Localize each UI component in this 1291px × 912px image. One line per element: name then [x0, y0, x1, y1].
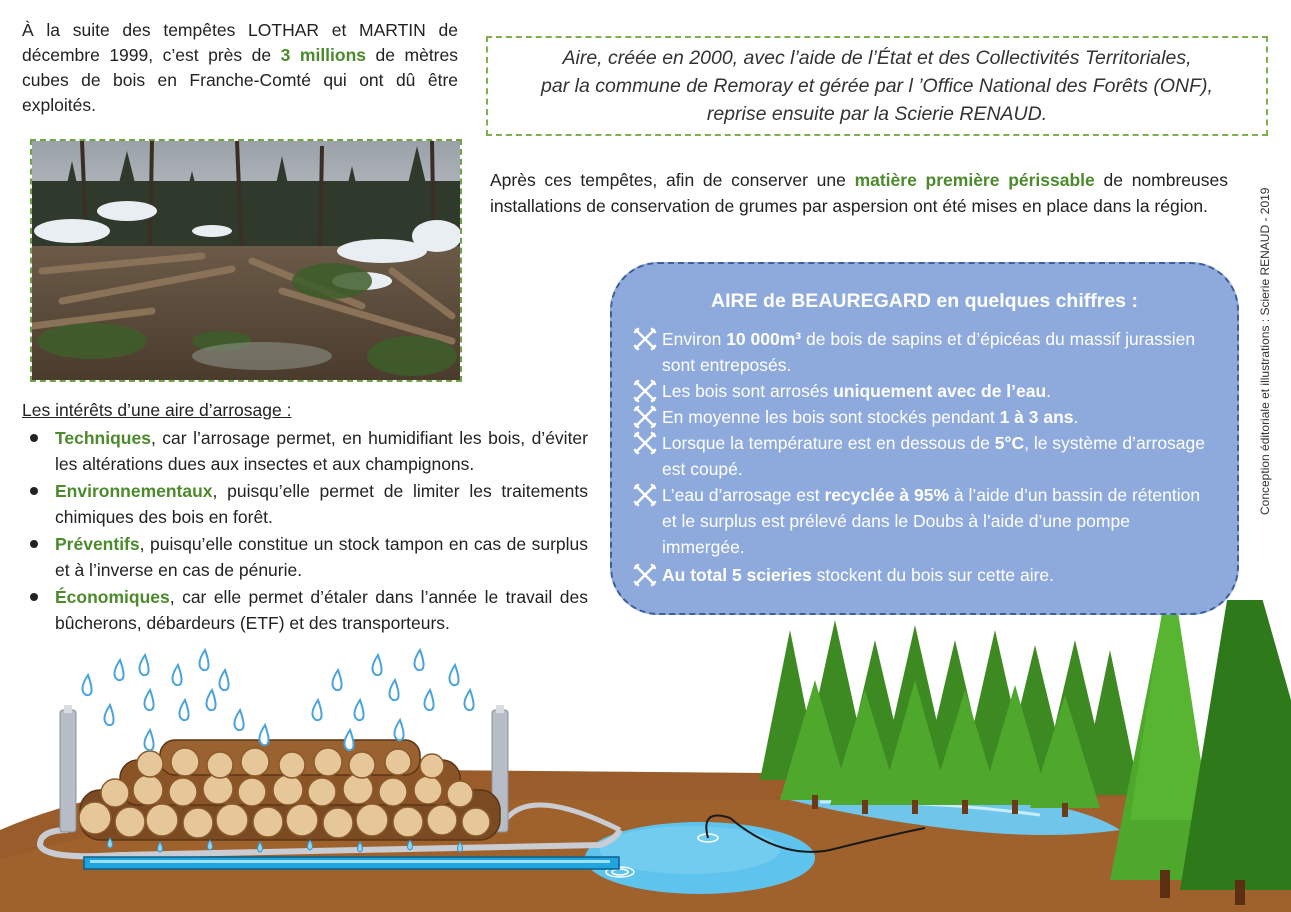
fact-water [632, 378, 1212, 404]
fact-sawmills-c: stockent du bois sur cette aire. [811, 565, 1055, 585]
interest-preventive [22, 531, 588, 583]
fact-temperature [632, 430, 1212, 482]
fact-temperature-b: 5°C [994, 433, 1025, 453]
interest-preventive-text: , puisqu’elle constitue un stock tampon en cas de surplus et à l’inverse en cas de pénurie. [55, 534, 588, 580]
intro-paragraph [22, 18, 458, 118]
callout-line-2: par la commune de Remoray et gérée par l ’Office National des Forêts (ONF), [541, 75, 1213, 97]
interest-economic-text: , car elle permet d’étaler dans l’année le travail des bûcherons, débardeurs (ETF) et des transporteurs. [55, 587, 588, 633]
interest-economic [22, 584, 588, 636]
interest-technical [22, 425, 588, 477]
interest-technical-text: , car l’arrosage permet, en humidifiant les bois, d’éviter les altérations dues aux insectes et aux champignons. [55, 428, 588, 474]
fact-recycling-a: L’eau d’arrosage est [662, 485, 825, 505]
storm-damage-photo [30, 139, 462, 382]
key-figures-box [610, 262, 1239, 615]
creation-callout [486, 36, 1268, 136]
snowflake-icon [632, 378, 662, 404]
fact-duration-b: 1 à 3 ans [999, 407, 1074, 427]
fact-recycling-c: à l’aide d’un bassin de rétention et le surplus est prélevé dans le Doubs à l’aide d’une pompe immergée. [662, 485, 1201, 557]
watering-area-illustration [0, 600, 1291, 912]
fact-volume-c: de bois de sapins et d’épicéas du massif jurassien sont entreposés. [662, 329, 1196, 375]
snowflake-icon [632, 404, 662, 430]
apres-text-b: de nombreuses installations de conservation de grumes par aspersion ont été mises en place dans la région. [490, 170, 1228, 216]
snowflake-icon [632, 326, 662, 352]
fact-sawmills [632, 562, 1212, 588]
fact-water-a: Les bois sont arrosés [662, 381, 834, 401]
fact-temperature-a: Lorsque la température est en dessous de [662, 433, 995, 453]
bullet-icon [30, 593, 38, 601]
fact-sawmills-b: Au total 5 scieries [662, 565, 812, 585]
callout-line-3: reprise ensuite par la Scierie RENAUD. [706, 103, 1048, 125]
credit-vertical [1258, 170, 1278, 515]
snowflake-icon [632, 482, 662, 508]
snowflake-icon [632, 430, 662, 456]
snowflake-icon [632, 562, 662, 588]
interest-environmental-text: , puisqu’elle permet de limiter les traitements chimiques des bois en forêt. [55, 481, 588, 527]
fact-duration-a: En moyenne les bois sont stockés pendant [662, 407, 1000, 427]
intro-highlight: 3 millions [280, 45, 367, 65]
interest-environmental [22, 478, 588, 530]
bullet-icon [30, 487, 38, 495]
interests-list [22, 425, 588, 637]
apres-highlight: matière première périssable [854, 170, 1095, 190]
interest-environmental-key: Environnementaux [55, 481, 213, 501]
interest-preventive-key: Préventifs [55, 534, 140, 554]
key-figures-title: AIRE de BEAUREGARD en quelques chiffres : [711, 290, 1138, 312]
bullet-icon [30, 434, 38, 442]
fact-temperature-c: , le système d’arrosage est coupé. [662, 433, 1206, 479]
intro-text-a: À la suite des tempêtes LOTHAR et MARTIN de décembre 1999, c’est près de [22, 20, 458, 65]
credit-text: Conception éditoriale et illustrations : Scierie RENAUD - 2019 [1258, 187, 1272, 515]
fact-recycling-b: recyclée à 95% [824, 485, 950, 505]
log-pile [79, 740, 500, 840]
fact-water-b: uniquement avec de l’eau [833, 381, 1047, 401]
fact-duration-c: . [1073, 407, 1079, 427]
fact-volume-b: 10 000m³ [726, 329, 802, 349]
fact-volume [632, 326, 1212, 378]
bullet-icon [30, 540, 38, 548]
apres-text-a: Après ces tempêtes, afin de conserver une [490, 170, 855, 190]
callout-line-1: Aire, créée en 2000, avec l’aide de l’État et des Collectivités Territoriales, [562, 47, 1192, 69]
spray-droplets [82, 650, 473, 750]
fact-duration [632, 404, 1212, 430]
fact-water-c: . [1046, 381, 1052, 401]
after-storms-paragraph [490, 167, 1228, 219]
interest-technical-key: Techniques [55, 428, 151, 448]
intro-text-b: de mètres cubes de bois en Franche-Comté qui ont dû être exploités. [22, 45, 458, 115]
interests-heading: Les intérêts d’une aire d’arrosage : [22, 400, 292, 420]
interest-economic-key: Économiques [55, 587, 170, 607]
storm-damage-illustration [32, 141, 460, 380]
fact-recycling [632, 482, 1212, 560]
fact-volume-a: Environ [662, 329, 727, 349]
